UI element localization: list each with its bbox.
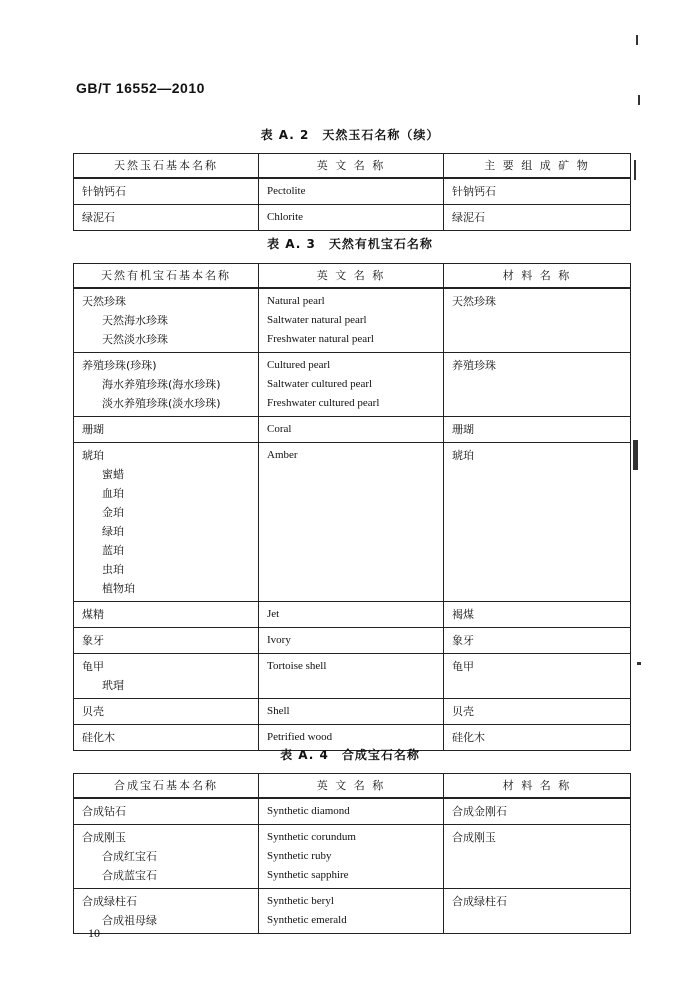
cell-line: Freshwater natural pearl xyxy=(267,333,374,345)
column-header: 天然玉石基本名称 xyxy=(74,154,259,179)
cell-line: 绿泥石 xyxy=(82,211,115,224)
material-cell xyxy=(444,417,631,443)
cell-line: 淡水养殖珍珠(淡水珍珠) xyxy=(102,397,221,410)
cell-line: 珊瑚 xyxy=(82,423,104,436)
cell-line: Ivory xyxy=(267,634,291,646)
material-cell xyxy=(444,602,631,628)
table-row xyxy=(74,178,631,205)
table-row xyxy=(74,288,631,353)
english-name-cell xyxy=(259,889,444,934)
cell-line: Pectolite xyxy=(267,185,306,197)
cell-line: 褐煤 xyxy=(452,608,474,621)
cell-line: 金珀 xyxy=(102,506,124,519)
cell-line: 虫珀 xyxy=(102,563,124,576)
cell-line: 植物珀 xyxy=(102,582,135,595)
table-a3 xyxy=(73,263,631,751)
cell-line: Coral xyxy=(267,423,292,435)
name-cell xyxy=(74,798,259,825)
cell-line: 龟甲 xyxy=(452,660,474,673)
material-cell xyxy=(444,798,631,825)
table-row xyxy=(74,417,631,443)
table-a2 xyxy=(73,153,631,231)
english-name-cell xyxy=(259,417,444,443)
table-row xyxy=(74,825,631,889)
cell-line: 养殖珍珠(珍珠) xyxy=(82,359,157,372)
cell-line: 合成绿柱石 xyxy=(82,895,137,908)
cell-line: 合成祖母绿 xyxy=(102,914,157,927)
column-header: 主 要 组 成 矿 物 xyxy=(444,154,631,179)
column-header: 材 料 名 称 xyxy=(444,264,631,289)
cell-line: Synthetic ruby xyxy=(267,850,332,862)
material-cell xyxy=(444,353,631,417)
cell-line: Jet xyxy=(267,608,280,620)
cell-line: 象牙 xyxy=(82,634,104,647)
cell-line: 养殖珍珠 xyxy=(452,359,496,372)
material-cell xyxy=(444,288,631,353)
table-row xyxy=(74,205,631,231)
cell-line: Synthetic emerald xyxy=(267,914,347,926)
cell-line: Synthetic sapphire xyxy=(267,869,349,881)
cell-line: 绿珀 xyxy=(102,525,124,538)
table-a2-caption: 表 A. 2 天然玉石名称（续） xyxy=(260,128,440,142)
cell-line: 玳瑁 xyxy=(102,679,124,692)
cell-line: 象牙 xyxy=(452,634,474,647)
material-cell xyxy=(444,889,631,934)
cell-line: 合成绿柱石 xyxy=(452,895,507,908)
cell-line: 硅化木 xyxy=(452,731,485,744)
name-cell xyxy=(74,602,259,628)
page-number: 10 xyxy=(88,926,100,940)
table-a3-caption: 表 A. 3 天然有机宝石名称 xyxy=(267,237,433,251)
cell-line: 贝壳 xyxy=(452,705,474,718)
column-header: 英 文 名 称 xyxy=(259,774,444,799)
english-name-cell xyxy=(259,628,444,654)
cell-line: Chlorite xyxy=(267,211,304,223)
cell-line: 蜜蜡 xyxy=(102,468,124,481)
cell-line: Petrified wood xyxy=(267,731,333,743)
material-cell xyxy=(444,628,631,654)
cell-line: Tortoise shell xyxy=(267,660,327,672)
material-cell xyxy=(444,443,631,602)
cell-line: 天然淡水珍珠 xyxy=(102,333,168,346)
cell-line: Shell xyxy=(267,705,290,717)
scan-mark xyxy=(637,662,641,665)
column-header: 材 料 名 称 xyxy=(444,774,631,799)
table-row xyxy=(74,798,631,825)
cell-line: 合成金刚石 xyxy=(452,805,507,818)
cell-line: Cultured pearl xyxy=(267,359,331,371)
table-row xyxy=(74,889,631,934)
material-cell xyxy=(444,825,631,889)
cell-line: Synthetic beryl xyxy=(267,895,334,907)
cell-line: Synthetic diamond xyxy=(267,805,350,817)
name-cell xyxy=(74,654,259,699)
cell-line: 龟甲 xyxy=(82,660,104,673)
cell-line: Natural pearl xyxy=(267,295,325,307)
cell-line: 天然珍珠 xyxy=(82,295,126,308)
table-row xyxy=(74,443,631,602)
cell-line: 琥珀 xyxy=(452,449,474,462)
cell-line: 硅化木 xyxy=(82,731,115,744)
name-cell xyxy=(74,443,259,602)
column-header: 天然有机宝石基本名称 xyxy=(74,264,259,289)
name-cell xyxy=(74,288,259,353)
scan-mark xyxy=(634,160,636,180)
cell-line: 针钠钙石 xyxy=(82,185,126,198)
table-row xyxy=(74,654,631,699)
english-name-cell xyxy=(259,798,444,825)
cell-line: Saltwater cultured pearl xyxy=(267,378,373,390)
name-cell xyxy=(74,825,259,889)
column-header: 合成宝石基本名称 xyxy=(74,774,259,799)
cell-line: 海水养殖珍珠(海水珍珠) xyxy=(102,378,221,391)
column-header: 英 文 名 称 xyxy=(259,264,444,289)
scan-mark xyxy=(638,95,640,105)
table-a4 xyxy=(73,773,631,934)
cell-line: 蓝珀 xyxy=(102,544,124,557)
english-name-cell xyxy=(259,443,444,602)
cell-line: 血珀 xyxy=(102,487,124,500)
mineral-cell xyxy=(444,178,631,205)
english-name-cell xyxy=(259,353,444,417)
name-cell xyxy=(74,628,259,654)
english-name-cell xyxy=(259,654,444,699)
cell-line: Saltwater natural pearl xyxy=(267,314,367,326)
cell-line: 贝壳 xyxy=(82,705,104,718)
cell-line: Amber xyxy=(267,449,298,461)
cell-line: 琥珀 xyxy=(82,449,104,462)
english-name-cell xyxy=(259,178,444,205)
table-row xyxy=(74,699,631,725)
cell-line: 合成红宝石 xyxy=(102,850,157,863)
cell-line: 天然珍珠 xyxy=(452,295,496,308)
cell-line: 合成钻石 xyxy=(82,805,126,818)
name-cell xyxy=(74,353,259,417)
material-cell xyxy=(444,699,631,725)
cell-line: 合成刚玉 xyxy=(82,831,126,844)
english-name-cell xyxy=(259,825,444,889)
table-row xyxy=(74,353,631,417)
english-name-cell xyxy=(259,288,444,353)
name-cell xyxy=(74,889,259,934)
name-cell xyxy=(74,178,259,205)
cell-line: 天然海水珍珠 xyxy=(102,314,168,327)
cell-line: Freshwater cultured pearl xyxy=(267,397,380,409)
english-name-cell xyxy=(259,699,444,725)
cell-line: 珊瑚 xyxy=(452,423,474,436)
material-cell xyxy=(444,654,631,699)
table-row xyxy=(74,628,631,654)
cell-line: 针钠钙石 xyxy=(452,185,496,198)
scan-mark xyxy=(636,35,638,45)
standard-code: GB/T 16552—2010 xyxy=(76,80,205,96)
name-cell xyxy=(74,205,259,231)
cell-line: 合成蓝宝石 xyxy=(102,869,157,882)
name-cell xyxy=(74,417,259,443)
mineral-cell xyxy=(444,205,631,231)
scan-mark xyxy=(633,440,638,470)
cell-line: 合成刚玉 xyxy=(452,831,496,844)
cell-line: Synthetic corundum xyxy=(267,831,356,843)
table-a4-caption: 表 A. 4 合成宝石名称 xyxy=(280,748,420,762)
name-cell xyxy=(74,699,259,725)
english-name-cell xyxy=(259,602,444,628)
cell-line: 绿泥石 xyxy=(452,211,485,224)
table-row xyxy=(74,602,631,628)
cell-line: 煤精 xyxy=(82,608,104,621)
column-header: 英 文 名 称 xyxy=(259,154,444,179)
english-name-cell xyxy=(259,205,444,231)
